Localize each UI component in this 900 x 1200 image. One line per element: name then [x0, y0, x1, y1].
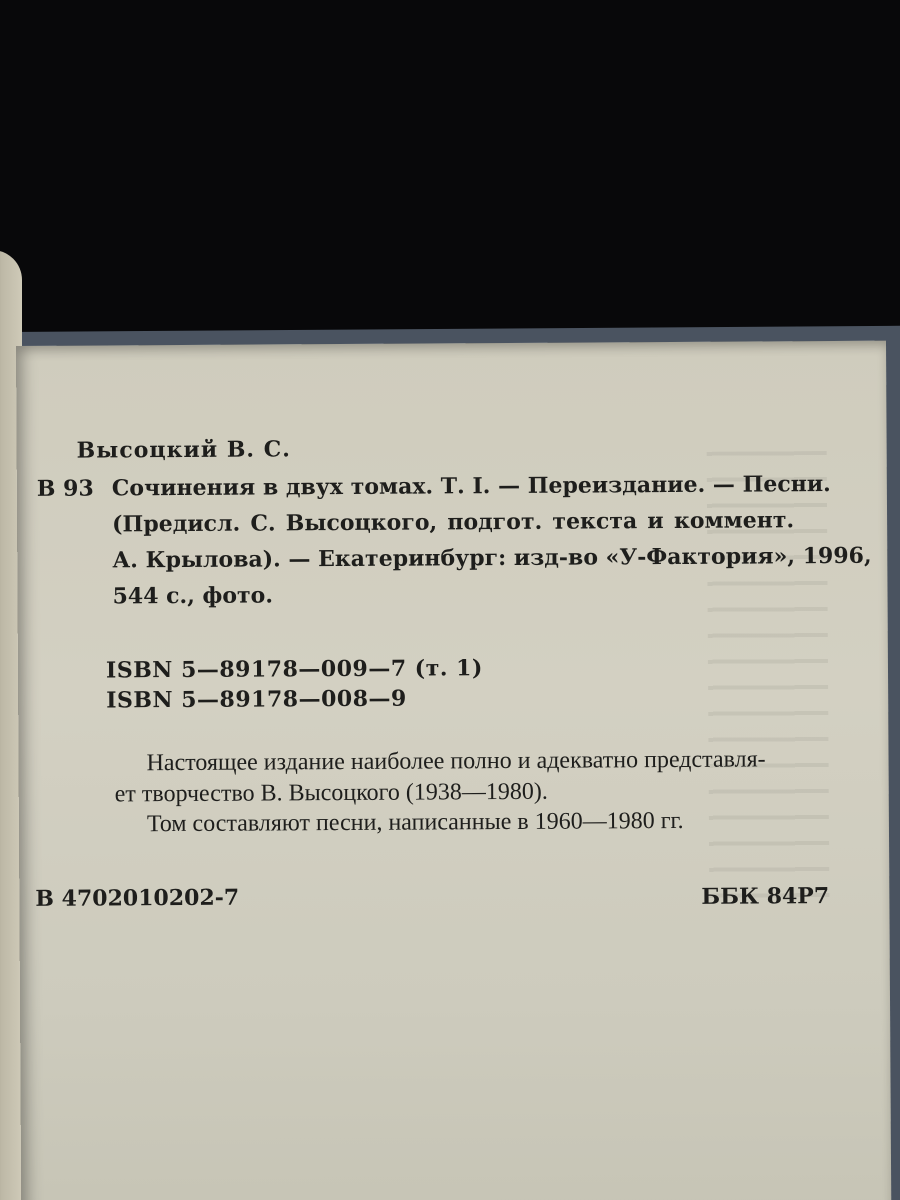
annotation-line: Настоящее издание наиболее полно и адекватно представля-: [146, 746, 766, 777]
bibliographic-line: А. Крылова). — Екатеринбург: изд-во «У-Фактория», 1996,: [112, 542, 872, 574]
author-name: Высоцкий В. С.: [76, 436, 291, 464]
bbk-index: ББК 84Р7: [701, 883, 830, 910]
classification-code: В 93: [36, 475, 94, 502]
annotation-line: ет творчество В. Высоцкого (1938—1980).: [114, 778, 548, 808]
annotation-line: Том составляют песни, написанные в 1960—1980 гг.: [146, 807, 684, 838]
bibliographic-line: Сочинения в двух томах. Т. I. — Переиздание. — Песни.: [111, 471, 831, 502]
isbn-volume: ISBN 5—89178—009—7 (т. 1): [105, 655, 483, 684]
bibliographic-line: (Предисл. С. Высоцкого, подгот. текста и коммент.: [112, 507, 795, 538]
isbn-set: ISBN 5—89178—008—9: [106, 685, 407, 714]
publisher-code: В 4702010202-7: [35, 884, 240, 912]
title-page-reverse: [16, 341, 891, 1200]
bibliographic-line: 544 с., фото.: [112, 582, 274, 610]
